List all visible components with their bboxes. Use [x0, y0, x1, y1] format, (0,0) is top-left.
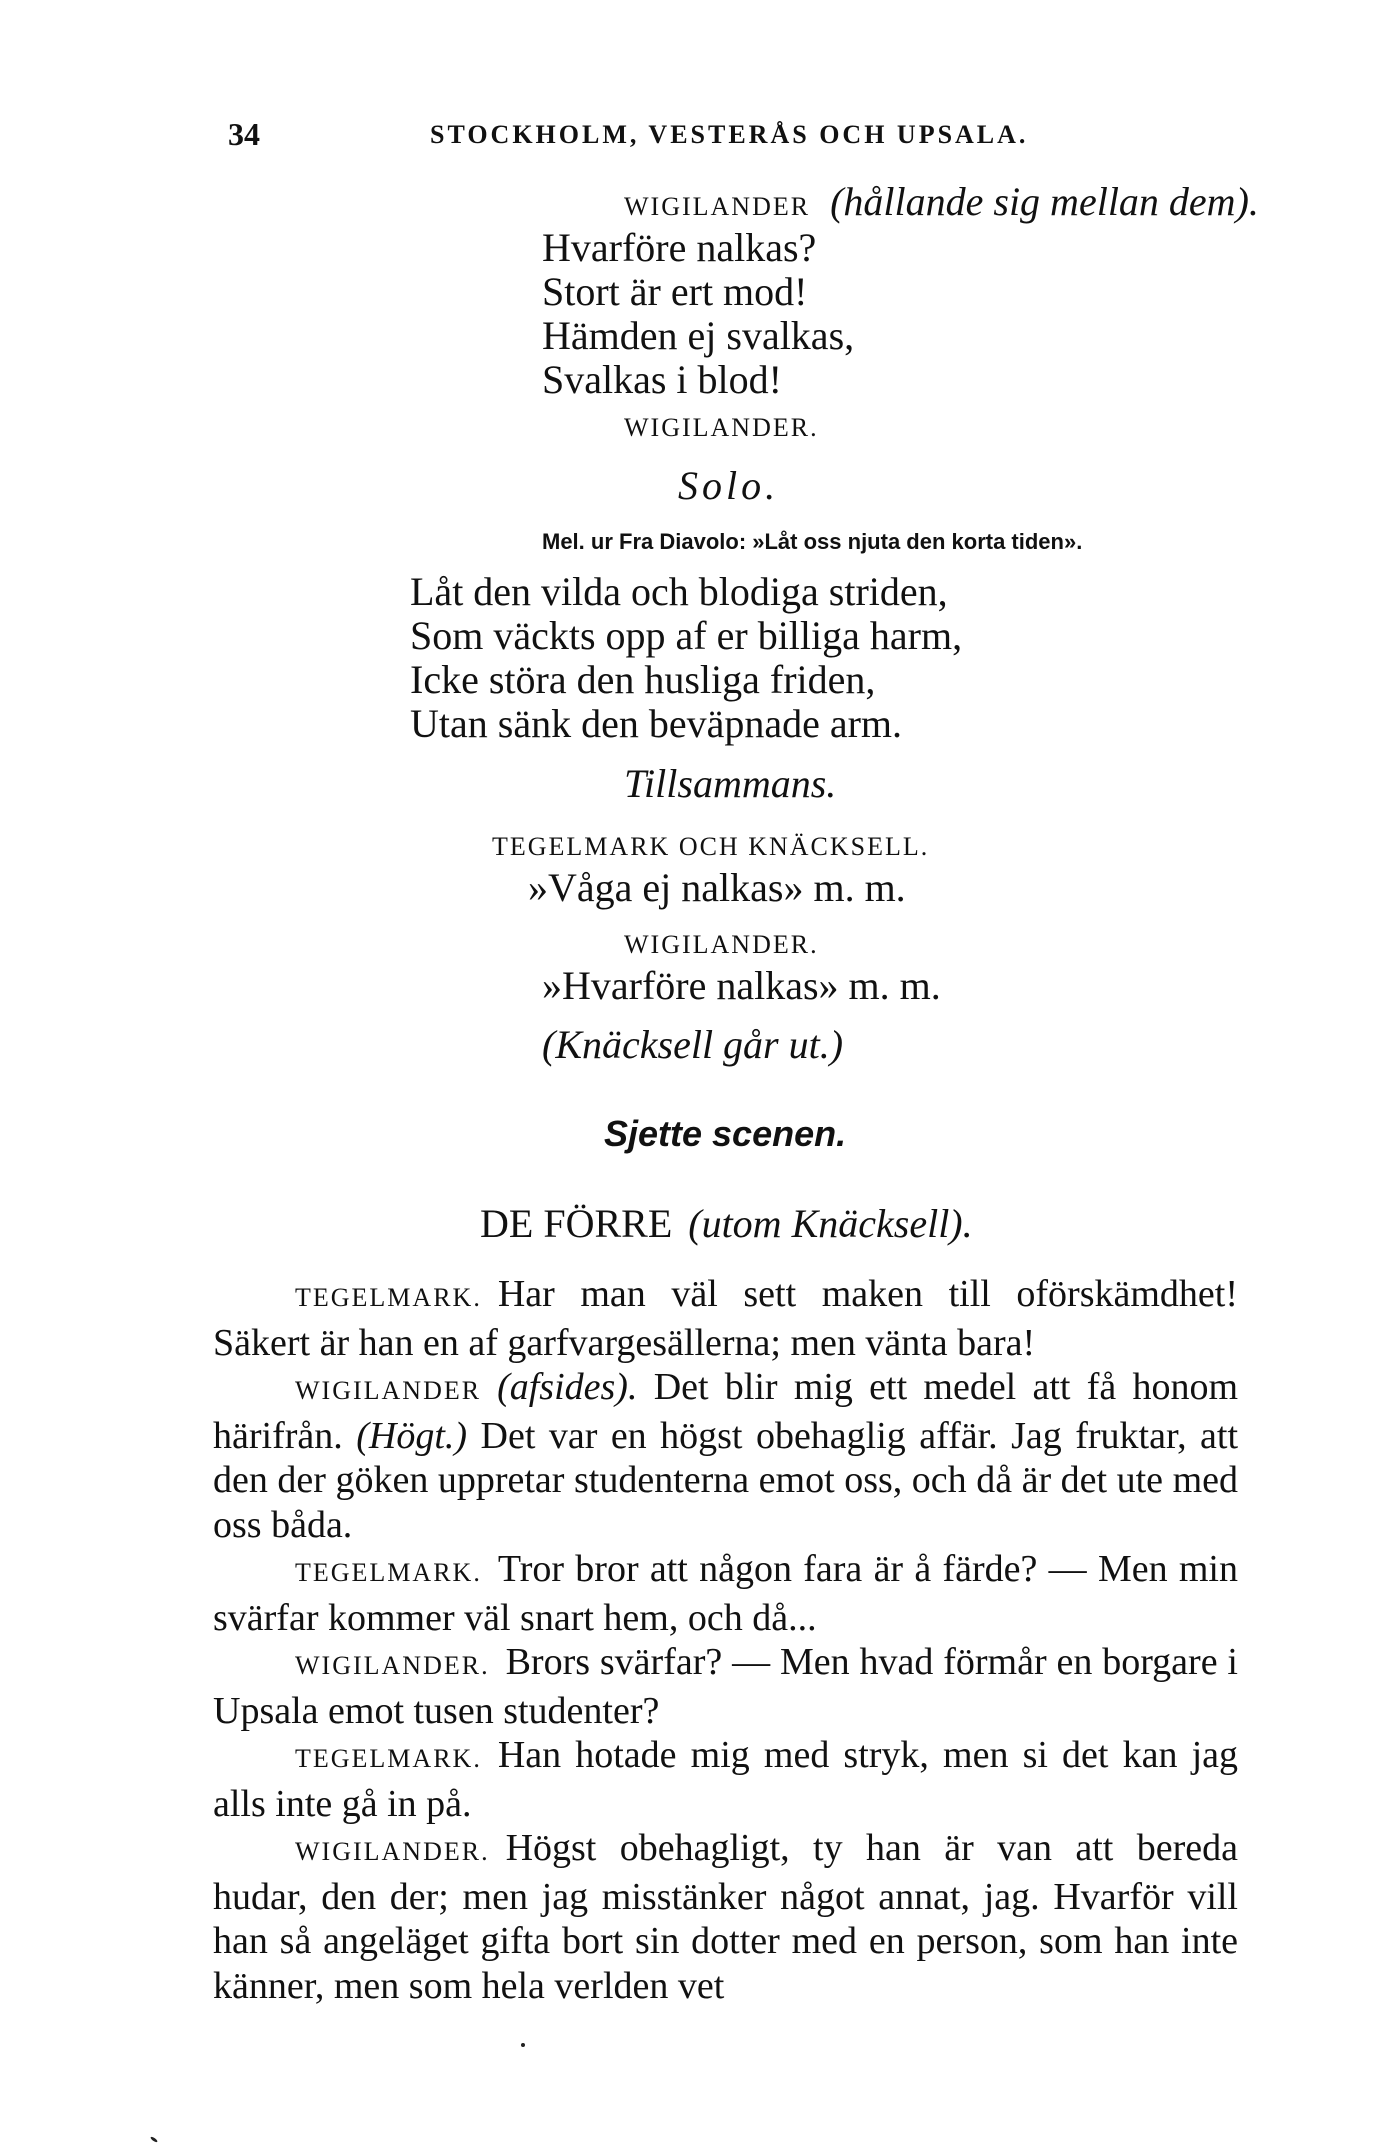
page-number: 34 — [228, 116, 260, 152]
stage-direction: (hållande sig mellan dem). — [830, 179, 1259, 224]
section-heading: Tillsammans. — [624, 761, 837, 806]
dialogue-paragraph — [213, 1826, 1238, 2008]
verse-line: Icke störa den husliga friden, — [410, 657, 876, 702]
verse-line: Som väckts opp af er billiga harm, — [410, 613, 963, 658]
dialogue-paragraph — [213, 1272, 1238, 1365]
speaker-name: WIGILANDER. — [295, 1651, 490, 1680]
verse-line: Svalkas i blod! — [542, 357, 782, 402]
speaker-name: WIGILANDER. — [295, 1837, 490, 1866]
cast-main: DE FÖRRE — [480, 1201, 673, 1246]
speaker-name: WIGILANDER — [295, 1376, 482, 1405]
solo-heading: Solo. — [678, 463, 780, 508]
ink-speck — [150, 2136, 158, 2143]
dialogue-paragraph — [213, 1365, 1238, 1547]
aside-direction: (afsides). — [497, 1366, 638, 1408]
verse-block-2 — [410, 570, 962, 746]
cast-note: (utom Knäcksell). — [688, 1201, 973, 1246]
scene-cast — [480, 1200, 973, 1247]
dialogue-paragraph — [213, 1640, 1238, 1733]
verse-line: Hvarföre nalkas? — [542, 225, 817, 270]
verse-block-1 — [542, 226, 854, 402]
scene-title: Sjette scenen. — [604, 1113, 847, 1154]
dialogue-paragraph — [213, 1733, 1238, 1826]
speech: Högst obehagligt, ty han är van att bereda hudar, den der; men jag misstänker något annat, jag. Hvarför vill han så angeläget gifta bort sin dotter med en person, som han inte känner, men som hela verlden vet — [213, 1827, 1238, 2007]
speech: Har man väl sett maken till oförskämdhet! Säkert är han en af garfvargesällerna; men vänta bara! — [213, 1273, 1238, 1364]
speaker-name: TEGELMARK. — [295, 1558, 482, 1587]
verse-line: Låt den vilda och blodiga striden, — [410, 569, 948, 614]
running-title: STOCKHOLM, VESTERÅS OCH UPSALA. — [430, 120, 1029, 149]
speaker-names: TEGELMARK OCH KNÄCKSELL. — [492, 832, 930, 861]
stage-direction: (Knäcksell går ut.) — [542, 1022, 844, 1067]
verse-line: Utan sänk den beväpnade arm. — [410, 701, 903, 746]
dialogue-paragraph — [213, 1547, 1238, 1640]
verse-line: Stort är ert mod! — [542, 269, 808, 314]
speaker-name: TEGELMARK. — [295, 1283, 482, 1312]
stage-direction-line — [624, 178, 1259, 225]
speech: Han hotade mig med stryk, men si det kan jag alls inte gå in på. — [213, 1734, 1238, 1825]
speech: Tror bror att någon fara är å färde? — Men min svärfar kommer väl snart hem, och då... — [213, 1548, 1238, 1639]
speech: Det var en högst obehaglig affär. Jag fruktar, att den der göken uppretar studenterna emot oss, och då är det ute med oss båda. — [213, 1414, 1239, 1546]
speaker-name: WIGILANDER — [624, 192, 811, 221]
verse-line: »Hvarföre nalkas» m. m. — [542, 963, 941, 1008]
speech: Det blir mig ett medel att få honom härifrån. — [213, 1366, 1239, 1457]
speaker-name: WIGILANDER. — [624, 413, 819, 442]
verse-line: »Våga ej nalkas» m. m. — [528, 865, 906, 910]
aside-direction: (Högt.) — [356, 1414, 468, 1457]
dialogue-text — [213, 1272, 1238, 2008]
speech: Brors svärfar? — Men hvad förmår en borgare i Upsala emot tusen studenter? — [213, 1641, 1238, 1732]
speaker-name: TEGELMARK. — [295, 1744, 482, 1773]
verse-line: Hämden ej svalkas, — [542, 313, 855, 358]
ink-speck — [521, 2043, 525, 2047]
speaker-name: WIGILANDER. — [624, 930, 819, 959]
melody-note: Mel. ur Fra Diavolo: »Låt oss njuta den korta tiden». — [542, 529, 1083, 554]
